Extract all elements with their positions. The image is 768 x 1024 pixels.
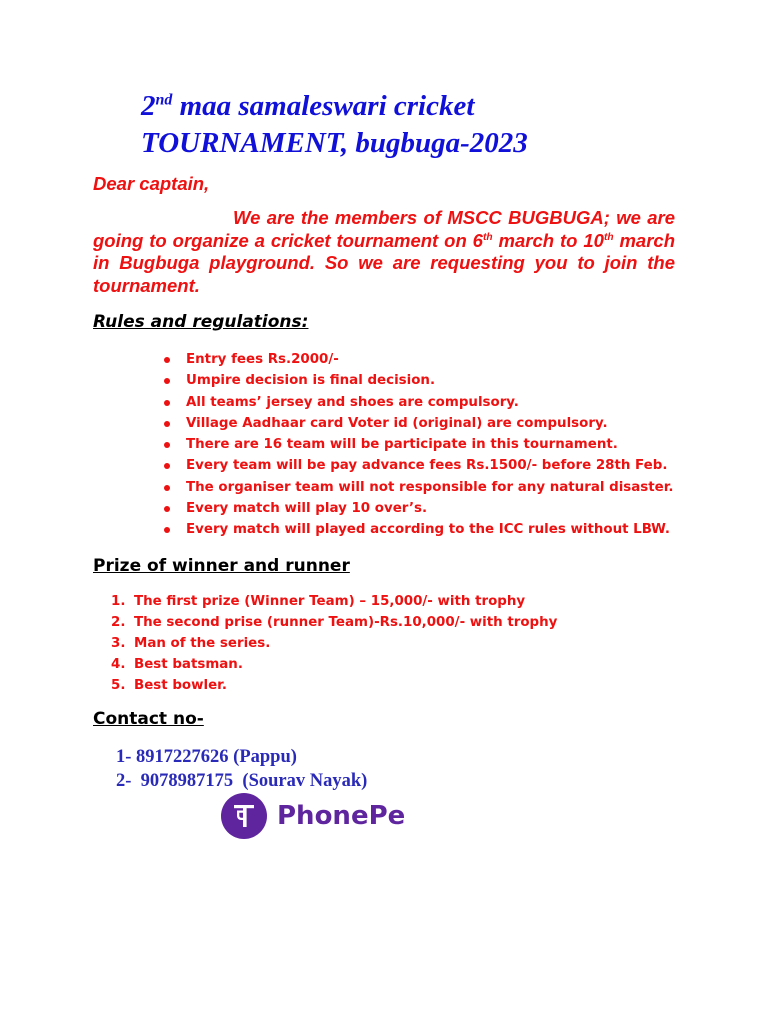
document-title	[141, 88, 528, 162]
prize-text: Man of the series.	[134, 635, 271, 651]
rules-list	[164, 349, 674, 541]
title-ordinal-suffix: nd	[155, 91, 173, 109]
rule-text: Village Aadhaar card Voter id (original) are compulsory.	[186, 415, 608, 431]
bullet-icon	[164, 485, 170, 491]
intro-paragraph	[93, 207, 675, 297]
title-line2: TOURNAMENT, bugbuga-2023	[141, 127, 528, 159]
rule-item	[164, 413, 674, 434]
title-ordinal: 2	[141, 90, 156, 122]
prize-text: Best batsman.	[134, 656, 243, 672]
intro-text-2: march to 10	[492, 229, 604, 251]
rule-text: The organiser team will not responsible for any natural disaster.	[186, 479, 674, 495]
rule-text: Entry fees Rs.2000/-	[186, 352, 339, 367]
bullet-icon	[164, 400, 170, 406]
contact-heading: Contact no-	[93, 709, 204, 729]
prize-item	[111, 634, 557, 655]
prize-number: 5.	[111, 677, 126, 693]
rule-text: There are 16 team will be participate in this tournament.	[186, 437, 618, 453]
rule-item	[164, 349, 674, 370]
contact-list	[116, 746, 367, 793]
bullet-icon	[164, 527, 170, 533]
prize-item	[111, 655, 557, 676]
phonepe-logo	[221, 793, 405, 839]
rule-item	[164, 498, 674, 519]
prize-number: 2.	[111, 614, 126, 630]
contact-item: 2- 9078987175 (Sourav Nayak)	[116, 770, 368, 791]
greeting: Dear captain,	[93, 173, 210, 194]
rule-text: Every match will play 10 over’s.	[186, 501, 428, 517]
rule-text: Every team will be pay advance fees Rs.1500/- before 28th Feb.	[186, 458, 668, 474]
intro-sup-2: th	[603, 231, 614, 243]
rule-item	[164, 477, 674, 498]
rule-text: All teams’ jersey and shoes are compulsory.	[186, 394, 519, 410]
bullet-icon	[164, 506, 170, 512]
bullet-icon	[164, 378, 170, 384]
rules-heading: Rules and regulations:	[93, 312, 309, 332]
rule-item	[164, 455, 674, 476]
rule-item	[164, 392, 674, 413]
prize-item	[111, 676, 557, 697]
bullet-icon	[164, 421, 170, 427]
rule-item	[164, 434, 674, 455]
prize-list	[111, 592, 557, 697]
rule-text: Umpire decision is final decision.	[186, 373, 436, 389]
rule-item	[164, 519, 674, 540]
prize-text: Best bowler.	[134, 677, 227, 693]
phonepe-glyph-icon	[221, 793, 267, 839]
rule-item	[164, 370, 674, 391]
contact-item: 1- 8917227626 (Pappu)	[116, 747, 297, 767]
phonepe-logo-icon	[221, 793, 267, 839]
prize-text: The first prize (Winner Team) – 15,000/- with trophy	[134, 594, 526, 609]
prize-heading: Prize of winner and runner	[93, 556, 350, 576]
prize-number: 1.	[111, 594, 126, 609]
prize-item	[111, 613, 557, 634]
title-line1: maa samaleswari cricket	[172, 90, 475, 122]
rule-text: Every match will played according to the ICC rules without LBW.	[186, 522, 670, 538]
prize-text: The second prise (runner Team)-Rs.10,000/- with trophy	[134, 614, 558, 630]
prize-number: 4.	[111, 656, 126, 672]
bullet-icon	[164, 357, 170, 363]
intro-text-3: march in Bugbuga playground. So we are requesting you to join the tournament.	[93, 229, 675, 296]
prize-number: 3.	[111, 635, 126, 651]
bullet-icon	[164, 442, 170, 448]
phonepe-wordmark: PhonePe	[277, 801, 406, 831]
intro-sup-1: th	[482, 231, 493, 243]
prize-item	[111, 592, 557, 613]
intro-text-1: We are the members of MSCC BUGBUGA; we are going to organize a cricket tournament on 6	[93, 207, 675, 251]
bullet-icon	[164, 463, 170, 469]
